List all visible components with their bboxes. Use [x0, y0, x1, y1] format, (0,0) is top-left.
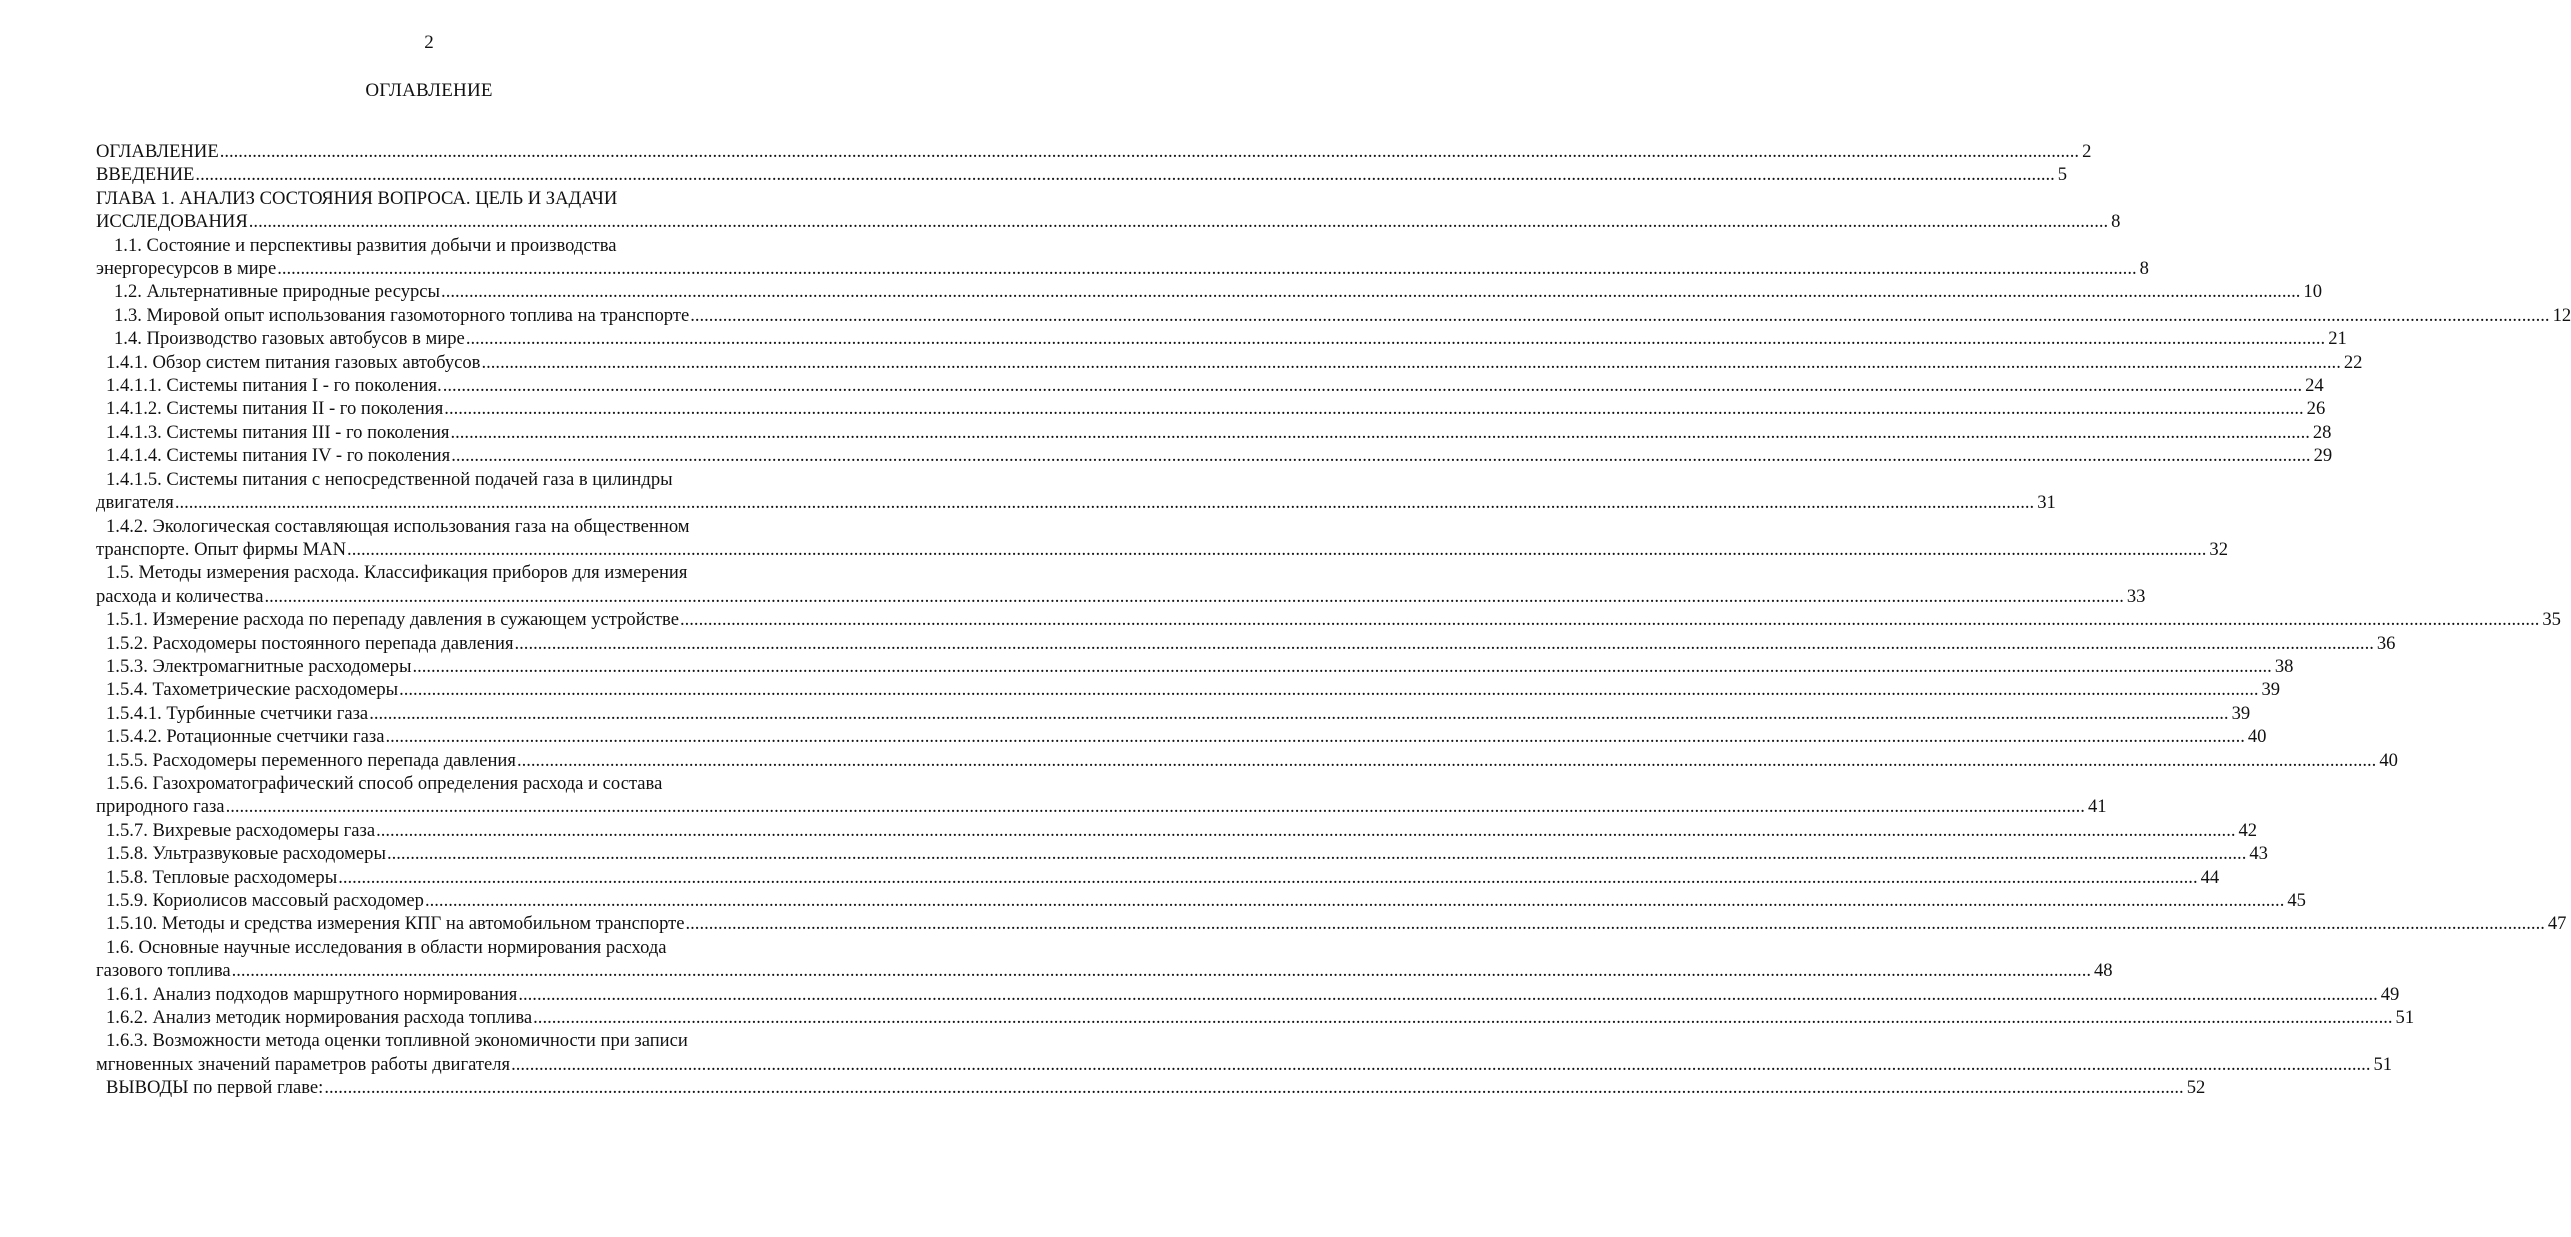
toc-entry-line [96, 257, 2149, 280]
toc-entry[interactable] [96, 234, 2149, 281]
toc-entry-label: 1.4.1.2. Системы питания II - го поколения [106, 398, 444, 420]
toc-entry[interactable] [96, 374, 2324, 397]
dot-leader: ................................................................................................................................................................................................................................................................................................................................................................................................................ [451, 445, 2311, 467]
toc-entry[interactable] [96, 889, 2306, 912]
toc-entry-label: 1.4.1.1. Системы питания I - го поколения. [106, 375, 442, 397]
dot-leader: ................................................................................................................................................................................................................................................................................................................................................................................................................ [195, 164, 2055, 186]
toc-entry-page-number: 41 [2087, 796, 2107, 818]
dot-leader: ................................................................................................................................................................................................................................................................................................................................................................................................................ [376, 819, 2236, 841]
toc-entry-page-number: 32 [2209, 538, 2229, 560]
dot-leader: ................................................................................................................................................................................................................................................................................................................................................................................................................ [347, 538, 2207, 560]
toc-entry-page-number: 33 [2126, 585, 2146, 607]
toc-entry-label: 1.6.2. Анализ методик нормирования расхода топлива [106, 1007, 533, 1029]
toc-entry[interactable] [96, 561, 2146, 608]
toc-entry[interactable] [96, 187, 2121, 234]
dot-leader: ................................................................................................................................................................................................................................................................................................................................................................................................................ [518, 983, 2378, 1005]
toc-entry-label: мгновенных значений параметров работы двигателя [96, 1053, 511, 1075]
toc-entry-title-line: 1.5. Методы измерения расхода. Классификация приборов для измерения [106, 562, 688, 584]
page-number: 2 [424, 32, 434, 53]
toc-entry-label: энергоресурсов в мире [96, 258, 277, 280]
toc-entry-line [96, 280, 2323, 303]
dot-leader: ................................................................................................................................................................................................................................................................................................................................................................................................................ [386, 843, 2247, 865]
toc-entry-page-number: 21 [2328, 328, 2347, 350]
toc-entry-label: 1.4.1.4. Системы питания IV - го поколения [106, 445, 451, 467]
toc-entry-label: 1.5.4.2. Ротационные счетчики газа [106, 726, 385, 748]
toc-entry-line [96, 140, 2092, 163]
toc-entry-page-number: 42 [2238, 819, 2258, 841]
toc-entry-line [96, 327, 2347, 350]
toc-entry-page-number: 8 [2111, 211, 2121, 233]
toc-entry-page-number: 39 [2231, 702, 2251, 724]
toc-entry[interactable] [96, 936, 2113, 983]
toc-entry-label: 1.4. Производство газовых автобусов в мире [114, 328, 465, 350]
toc-entry-title-line: 1.1. Состояние и перспективы развития добычи и производства [114, 234, 617, 256]
toc-entry-page-number: 2 [2082, 141, 2092, 162]
toc-entry[interactable] [96, 725, 2267, 748]
toc-entry-page-number: 40 [2247, 726, 2267, 748]
toc-entry-page-number: 35 [2542, 609, 2561, 631]
dot-leader: ................................................................................................................................................................................................................................................................................................................................................................................................................ [533, 1007, 2393, 1029]
toc-entry-label: 1.5.2. Расходомеры постоянного перепада давления [106, 632, 514, 654]
dot-leader: ................................................................................................................................................................................................................................................................................................................................................................................................................ [465, 328, 2326, 350]
toc-entry-line [96, 866, 2220, 889]
toc-entry[interactable] [96, 1029, 2393, 1076]
toc-entry-page-number: 5 [2057, 164, 2068, 186]
toc-entry-label: расхода и количества [96, 585, 264, 607]
toc-entry[interactable] [96, 421, 2332, 444]
toc-entry-page-number: 51 [2373, 1053, 2393, 1075]
dot-leader: ................................................................................................................................................................................................................................................................................................................................................................................................................ [514, 632, 2374, 654]
toc-entry-title-line: 1.6. Основные научные исследования в области нормирования расхода [106, 936, 667, 958]
toc-entry-label: 1.3. Мировой опыт использования газомоторного топлива на транспорте [114, 304, 690, 326]
toc-entry[interactable] [96, 1006, 2415, 1029]
table-of-contents [96, 140, 2571, 1100]
toc-entry-page-number: 29 [2313, 445, 2333, 467]
toc-entry[interactable] [96, 983, 2400, 1006]
toc-entry-title-line: 1.5.6. Газохроматографический способ определения расхода и состава [106, 772, 663, 794]
toc-entry[interactable] [96, 140, 2092, 163]
toc-entry-page-number: 31 [2037, 492, 2056, 514]
toc-entry-line [96, 304, 2571, 327]
toc-entry-line [96, 1076, 2206, 1099]
toc-entry[interactable] [96, 632, 2396, 655]
toc-entry-title-line: 1.6.3. Возможности метода оценки топливной экономичности при записи [106, 1030, 688, 1052]
toc-entry-page-number: 10 [2303, 281, 2323, 303]
toc-entry[interactable] [96, 1076, 2206, 1099]
toc-entry-label: 1.5.7. Вихревые расходомеры газа [106, 819, 376, 841]
toc-entry-page-number: 44 [2200, 866, 2220, 888]
dot-leader: ................................................................................................................................................................................................................................................................................................................................................................................................................ [679, 609, 2540, 631]
toc-entry-page-number: 43 [2249, 843, 2268, 865]
dot-leader: ................................................................................................................................................................................................................................................................................................................................................................................................................ [690, 304, 2550, 326]
toc-entry-line [96, 655, 2294, 678]
dot-leader: ................................................................................................................................................................................................................................................................................................................................................................................................................ [424, 890, 2285, 911]
toc-entry-line [96, 351, 2363, 374]
toc-entry-page-number: 39 [2261, 679, 2281, 701]
toc-entry[interactable] [96, 749, 2398, 772]
toc-entry[interactable] [96, 280, 2323, 303]
toc-entry-line [96, 444, 2333, 467]
toc-entry-line [96, 725, 2267, 748]
toc-entry-line [96, 912, 2567, 935]
toc-entry-title-line: ГЛАВА 1. АНАЛИЗ СОСТОЯНИЯ ВОПРОСА. ЦЕЛЬ И ЗАДАЧИ [96, 187, 618, 209]
toc-entry[interactable] [96, 515, 2229, 562]
toc-entry[interactable] [96, 866, 2220, 889]
toc-entry-page-number: 47 [2547, 913, 2567, 935]
toc-entry-label: 1.5.5. Расходомеры переменного перепада давления [106, 749, 516, 771]
dot-leader: ................................................................................................................................................................................................................................................................................................................................................................................................................ [441, 281, 2301, 303]
dot-leader: ................................................................................................................................................................................................................................................................................................................................................................................................................ [219, 141, 2080, 162]
toc-entry-page-number: 48 [2094, 960, 2113, 982]
dot-leader: ................................................................................................................................................................................................................................................................................................................................................................................................................ [231, 960, 2091, 982]
toc-entry[interactable] [96, 444, 2333, 467]
toc-entry-label: двигателя [96, 492, 174, 514]
toc-entry-page-number: 36 [2376, 632, 2396, 654]
dot-leader: ................................................................................................................................................................................................................................................................................................................................................................................................................ [412, 655, 2272, 677]
toc-entry[interactable] [96, 912, 2567, 935]
toc-entry[interactable] [96, 678, 2281, 701]
toc-entry-page-number: 28 [2312, 421, 2332, 443]
toc-entry-line [96, 842, 2268, 865]
toc-entry-page-number: 26 [2306, 398, 2326, 420]
dot-leader: ................................................................................................................................................................................................................................................................................................................................................................................................................ [369, 702, 2229, 724]
toc-entry-label: природного газа [96, 796, 225, 818]
toc-entry-page-number: 40 [2379, 749, 2398, 771]
dot-leader: ................................................................................................................................................................................................................................................................................................................................................................................................................ [516, 749, 2377, 771]
toc-entry-label: 1.5.9. Кориолисов массовый расходомер [106, 890, 424, 911]
dot-leader: ................................................................................................................................................................................................................................................................................................................................................................................................................ [511, 1053, 2371, 1075]
toc-entry-page-number: 38 [2274, 655, 2294, 677]
toc-entry[interactable] [96, 608, 2561, 631]
toc-entry-label: газового топлива [96, 960, 231, 982]
toc-entry[interactable] [96, 772, 2107, 819]
toc-entry[interactable] [96, 842, 2268, 865]
toc-entry[interactable] [96, 304, 2571, 327]
toc-entry-line [96, 678, 2281, 701]
dot-leader: ................................................................................................................................................................................................................................................................................................................................................................................................................ [324, 1077, 2184, 1099]
toc-entry-page-number: 8 [2139, 258, 2149, 280]
dot-leader: ................................................................................................................................................................................................................................................................................................................................................................................................................ [248, 211, 2109, 233]
toc-entry-line [96, 210, 2121, 233]
toc-entry-line [96, 795, 2107, 818]
toc-entry-page-number: 24 [2305, 375, 2324, 397]
toc-entry[interactable] [96, 327, 2347, 350]
toc-entry-title-line: 1.4.1.5. Системы питания с непосредственной подачей газа в цилиндры [106, 468, 673, 490]
toc-entry-label: 1.5.3. Электромагнитные расходомеры [106, 655, 412, 677]
toc-entry[interactable] [96, 397, 2326, 420]
toc-entry-line [96, 397, 2326, 420]
toc-entry-line [96, 702, 2251, 725]
toc-entry-label: ВЫВОДЫ по первой главе: [106, 1077, 324, 1099]
toc-entry-label: 1.5.8. Ультразвуковые расходомеры [106, 843, 386, 865]
toc-entry-label: 1.2. Альтернативные природные ресурсы [114, 281, 441, 303]
toc-entry-label: ИССЛЕДОВАНИЯ [96, 211, 248, 233]
dot-leader: ................................................................................................................................................................................................................................................................................................................................................................................................................ [399, 679, 2259, 701]
toc-entry-line [96, 749, 2398, 772]
toc-entry-label: 1.4.1.3. Системы питания III - го поколения [106, 421, 450, 443]
toc-entry[interactable] [96, 163, 2068, 186]
toc-entry-label: 1.5.1. Измерение расхода по перепаду давления в сужающем устройстве [106, 609, 679, 631]
toc-entry[interactable] [96, 351, 2363, 374]
toc-entry-line [96, 889, 2306, 912]
toc-entry-line [96, 1006, 2415, 1029]
dot-leader: ................................................................................................................................................................................................................................................................................................................................................................................................................ [481, 351, 2341, 373]
toc-entry-label: 1.4.1. Обзор систем питания газовых автобусов [106, 351, 481, 373]
dot-leader: ................................................................................................................................................................................................................................................................................................................................................................................................................ [338, 866, 2198, 888]
toc-entry-page-number: 51 [2395, 1007, 2415, 1029]
toc-entry-line [96, 374, 2324, 397]
dot-leader: ................................................................................................................................................................................................................................................................................................................................................................................................................ [444, 398, 2304, 420]
dot-leader: ................................................................................................................................................................................................................................................................................................................................................................................................................ [174, 492, 2035, 514]
toc-entry[interactable] [96, 655, 2294, 678]
toc-entry-line [96, 1053, 2393, 1076]
dot-leader: ................................................................................................................................................................................................................................................................................................................................................................................................................ [442, 375, 2303, 397]
toc-entry-line [96, 585, 2146, 608]
toc-entry-line [96, 608, 2561, 631]
toc-entry-line [96, 819, 2258, 842]
toc-entry-line [96, 983, 2400, 1006]
toc-entry-label: ВВЕДЕНИЕ [96, 164, 195, 186]
dot-leader: ................................................................................................................................................................................................................................................................................................................................................................................................................ [385, 726, 2245, 748]
toc-entry-line [96, 959, 2113, 982]
page-title: ОГЛАВЛЕНИЕ [365, 80, 493, 101]
toc-entry-title-line: 1.4.2. Экологическая составляющая использования газа на общественном [106, 515, 690, 537]
toc-entry-line [96, 632, 2396, 655]
toc-entry-label: 1.5.4.1. Турбинные счетчики газа [106, 702, 369, 724]
toc-entry-line [96, 421, 2332, 444]
toc-entry-page-number: 12 [2552, 304, 2571, 326]
toc-entry[interactable] [96, 468, 2056, 515]
toc-entry[interactable] [96, 819, 2258, 842]
toc-entry-label: транспорте. Опыт фирмы MAN [96, 538, 347, 560]
dot-leader: ................................................................................................................................................................................................................................................................................................................................................................................................................ [277, 258, 2137, 280]
toc-entry-page-number: 49 [2380, 983, 2400, 1005]
dot-leader: ................................................................................................................................................................................................................................................................................................................................................................................................................ [225, 796, 2085, 818]
toc-entry-page-number: 45 [2287, 890, 2306, 911]
toc-entry-page-number: 22 [2343, 351, 2363, 373]
toc-entry-page-number: 52 [2186, 1077, 2206, 1099]
toc-entry-label: 1.5.8. Тепловые расходомеры [106, 866, 338, 888]
toc-entry-label: 1.5.10. Методы и средства измерения КПГ на автомобильном транспорте [106, 913, 685, 935]
dot-leader: ................................................................................................................................................................................................................................................................................................................................................................................................................ [450, 421, 2310, 443]
dot-leader: ................................................................................................................................................................................................................................................................................................................................................................................................................ [685, 913, 2545, 935]
toc-entry-label: 1.5.4. Тахометрические расходомеры [106, 679, 399, 701]
toc-entry-label: 1.6.1. Анализ подходов маршрутного нормирования [106, 983, 518, 1005]
toc-entry-label: ОГЛАВЛЕНИЕ [96, 141, 219, 162]
toc-entry-line [96, 538, 2229, 561]
toc-entry-line [96, 491, 2056, 514]
toc-entry-line [96, 163, 2068, 186]
toc-entry[interactable] [96, 702, 2251, 725]
dot-leader: ................................................................................................................................................................................................................................................................................................................................................................................................................ [264, 585, 2124, 607]
